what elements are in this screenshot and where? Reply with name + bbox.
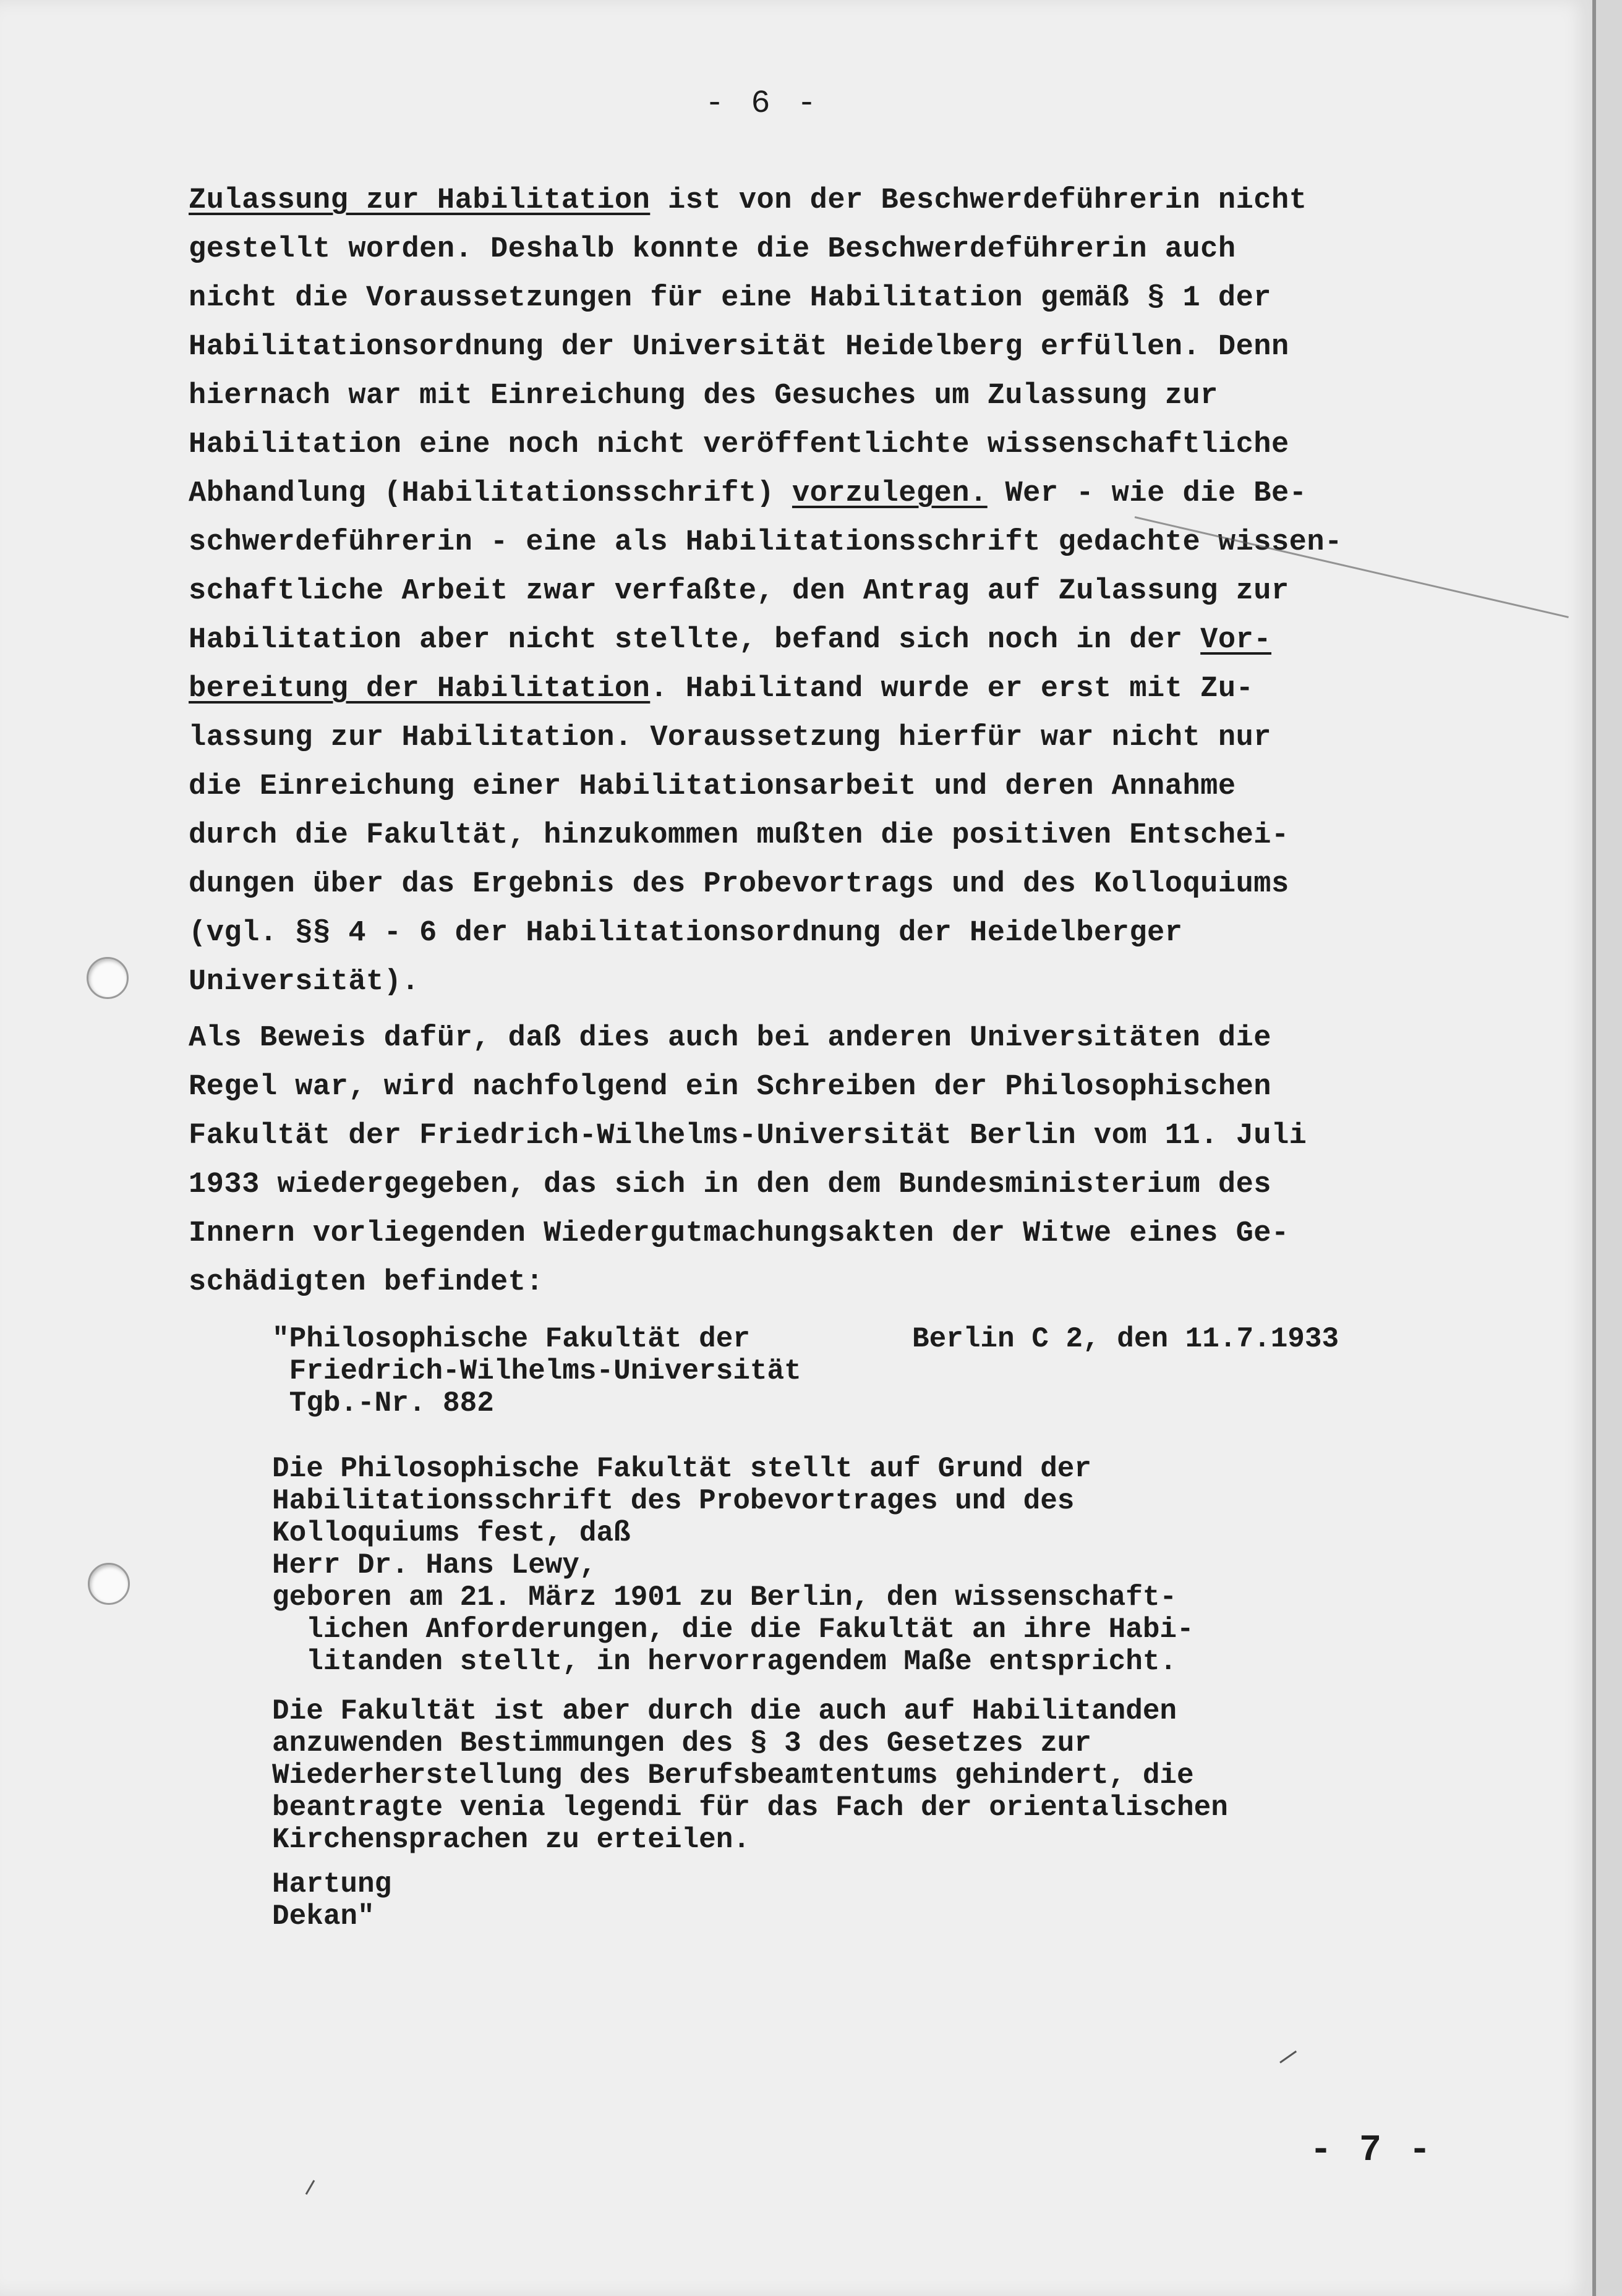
text-line [189, 616, 1481, 665]
text-line [189, 713, 1481, 762]
text-run: Habilitationsordnung der Universität Heidelberg erfüllen. Denn [189, 331, 1289, 364]
text-line [189, 860, 1481, 909]
text-run: die Einreichung einer Habilitationsarbeit und deren Annahme [189, 770, 1236, 803]
text-line [189, 665, 1481, 713]
text-line [189, 420, 1481, 469]
text-run: schaftliche Arbeit zwar verfaßte, den Antrag auf Zulassung zur [189, 575, 1289, 608]
paragraph-habilitation-requirements [189, 176, 1481, 1006]
text-run: dungen über das Ergebnis des Probevortrags und des Kolloquiums [189, 868, 1289, 901]
text-run: nicht die Voraussetzungen für eine Habilitation gemäß § 1 der [189, 282, 1271, 315]
text-line: geboren am 21. März 1901 zu Berlin, den wissenschaft- [272, 1581, 1177, 1614]
text-line: Wiederherstellung des Berufsbeamtentums gehindert, die [272, 1759, 1194, 1792]
text-line [189, 518, 1481, 567]
underlined-text: Vor- [1200, 624, 1271, 657]
punch-hole-lower [88, 1563, 130, 1605]
text-run: lassung zur Habilitation. Voraussetzung hierfür war nicht nur [189, 721, 1271, 754]
text-line: Kolloquiums fest, daß [272, 1517, 631, 1549]
text-run: Habilitation eine noch nicht veröffentlichte wissenschaftliche [189, 428, 1289, 461]
letter-date: Berlin C 2, den 11.7.1933 [912, 1323, 1339, 1355]
text-line: Dekan" [272, 1900, 375, 1932]
text-line: Herr Dr. Hans Lewy, [272, 1549, 597, 1581]
letter-body-decision [272, 1695, 1435, 1856]
page-number: - 6 - [705, 85, 821, 122]
text-line: Fakultät der Friedrich-Wilhelms-Universität Berlin vom 11. Juli [189, 1120, 1307, 1152]
text-run: Habilitation aber nicht stellte, befand sich noch in der [189, 624, 1201, 657]
underlined-text: vorzulegen. [792, 477, 988, 510]
text-line [189, 469, 1481, 518]
text-line [189, 762, 1481, 811]
text-line [189, 372, 1481, 420]
text-line [189, 176, 1481, 225]
text-line: lichen Anforderungen, die die Fakultät an ihre Habi- [272, 1614, 1194, 1646]
letter-signature [272, 1868, 1435, 1932]
text-run: Universität). [189, 966, 420, 998]
text-run: Abhandlung (Habilitationsschrift) [189, 477, 792, 510]
text-line: anzuwenden Bestimmungen des § 3 des Gesetzes zur [272, 1727, 1092, 1759]
text-line [189, 323, 1481, 372]
text-line: schädigten befindet: [189, 1266, 544, 1299]
text-line: Tgb.-Nr. 882 [272, 1387, 494, 1419]
text-line [189, 909, 1481, 958]
continuation-page-number: - 7 - [1310, 2130, 1434, 2172]
text-run: Wer - wie die Be- [987, 477, 1307, 510]
letter-body-findings [272, 1453, 1435, 1678]
text-run: gestellt worden. Deshalb konnte die Beschwerdeführerin auch [189, 233, 1236, 266]
text-line: 1933 wiedergegeben, das sich in den dem Bundesministerium des [189, 1168, 1271, 1201]
text-line [189, 274, 1481, 323]
text-line [189, 225, 1481, 274]
text-run: durch die Fakultät, hinzukommen mußten die positiven Entschei- [189, 819, 1289, 852]
text-line: litanden stellt, in hervorragendem Maße entspricht. [272, 1646, 1177, 1678]
text-line: Kirchensprachen zu erteilen. [272, 1824, 750, 1856]
text-line: Hartung [272, 1868, 392, 1900]
punch-hole-upper [87, 957, 129, 999]
text-line: Friedrich-Wilhelms-Universität [272, 1355, 801, 1387]
text-run: . Habilitand wurde er erst mit Zu- [650, 673, 1254, 705]
underlined-text: Zulassung zur Habilitation [189, 184, 651, 217]
text-run: hiernach war mit Einreichung des Gesuches um Zulassung zur [189, 380, 1218, 412]
text-line [189, 811, 1481, 860]
text-run: schwerdeführerin - eine als Habilitationsschrift gedachte wissen- [189, 526, 1342, 559]
text-line [189, 958, 1481, 1006]
text-line: Regel war, wird nachfolgend ein Schreiben der Philosophischen [189, 1071, 1271, 1103]
text-run: ist von der Beschwerdeführerin nicht [650, 184, 1307, 217]
text-line: Innern vorliegenden Wiedergutmachungsakten der Witwe eines Ge- [189, 1217, 1289, 1250]
text-line: Die Philosophische Fakultät stellt auf Grund der [272, 1453, 1092, 1485]
text-line: Habilitationsschrift des Probevortrages und des [272, 1485, 1075, 1517]
text-run: (vgl. §§ 4 - 6 der Habilitationsordnung der Heidelberger [189, 917, 1183, 950]
text-line: beantragte venia legendi für das Fach der orientalischen [272, 1792, 1228, 1824]
text-line [189, 567, 1481, 616]
text-line: "Philosophische Fakultät der [272, 1323, 750, 1355]
underlined-text: bereitung der Habilitation [189, 673, 651, 705]
text-line: Als Beweis dafür, daß dies auch bei anderen Universitäten die [189, 1022, 1271, 1055]
paragraph-evidence-intro [189, 1014, 1481, 1307]
page-edge [1596, 0, 1622, 2296]
text-line: Die Fakultät ist aber durch die auch auf Habilitanden [272, 1695, 1177, 1727]
